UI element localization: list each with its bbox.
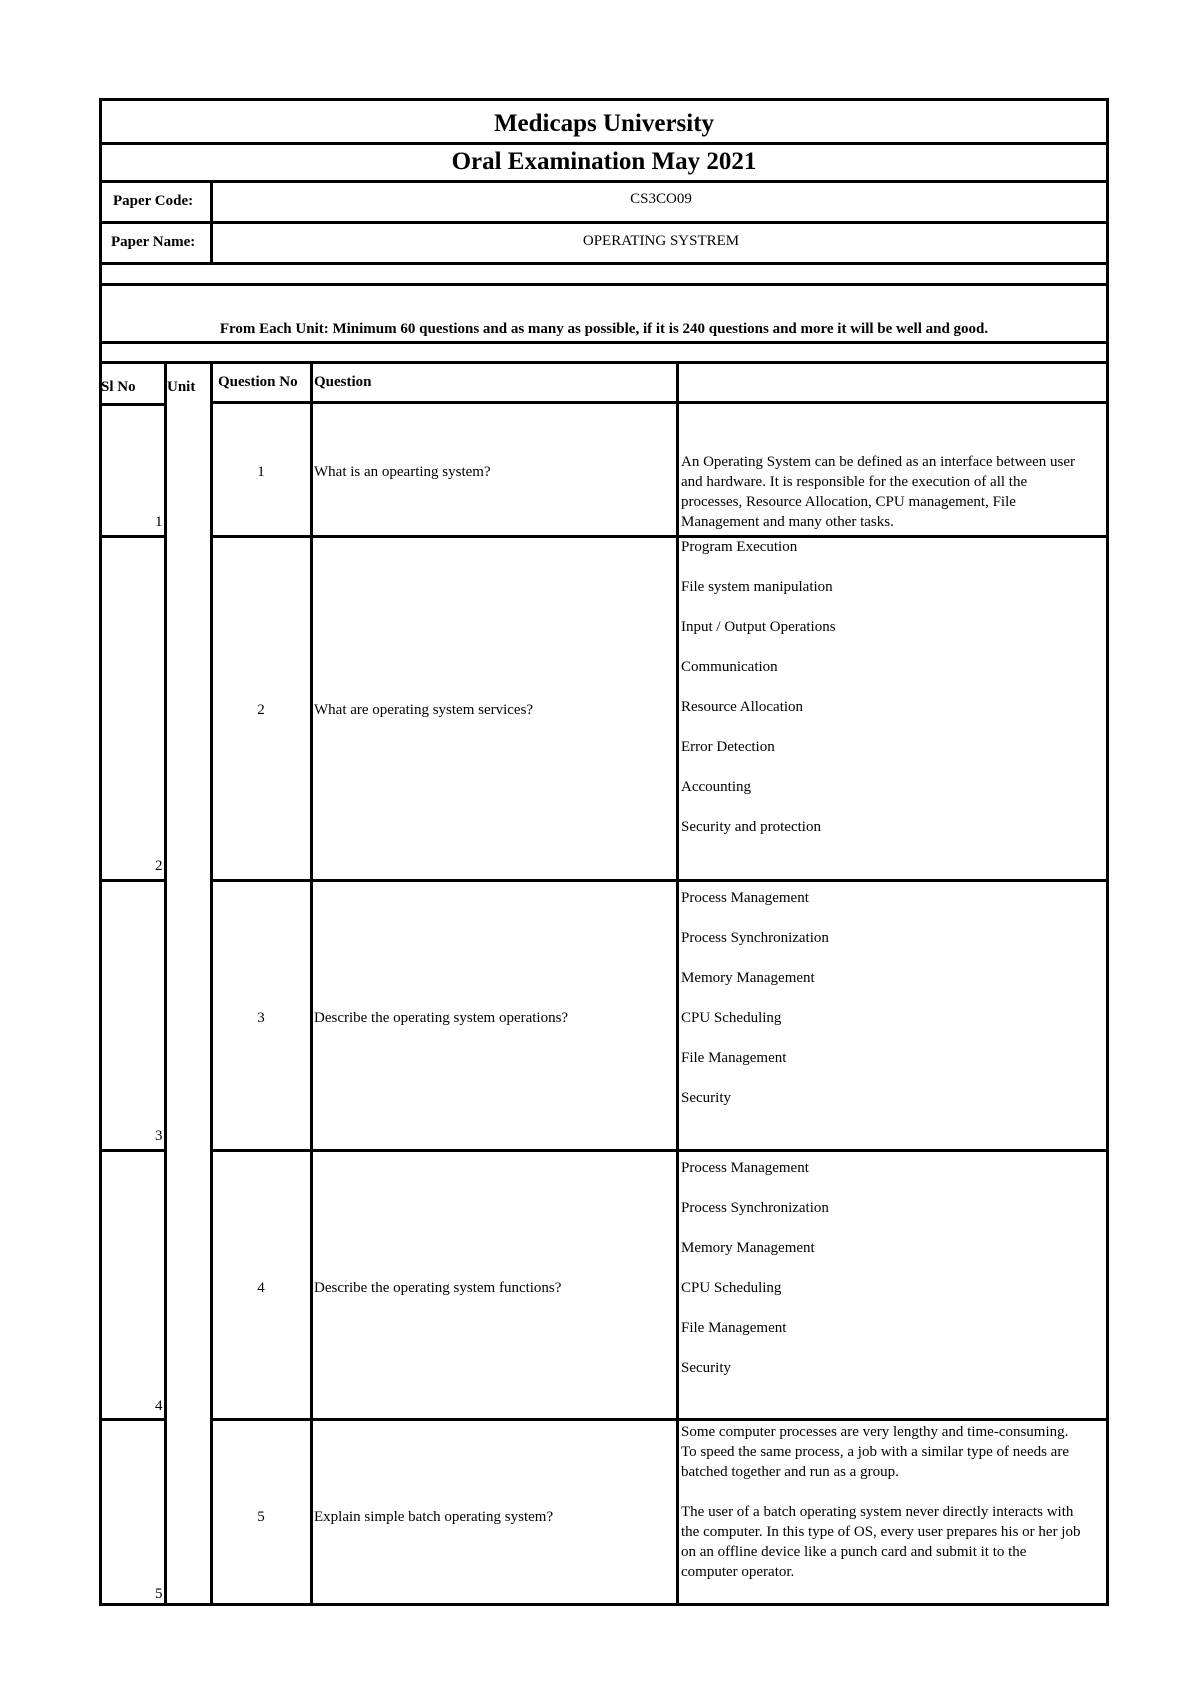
row-question: Describe the operating system functions? [314, 1280, 562, 1296]
answer-line: An Operating System can be defined as an interface between user [681, 454, 1076, 470]
rule [99, 879, 165, 882]
answer-line: processes, Resource Allocation, CPU management, File [681, 494, 1016, 510]
row-question: Explain simple batch operating system? [314, 1509, 554, 1525]
rule [99, 1149, 165, 1152]
exam-title: Oral Examination May 2021 [451, 148, 757, 175]
answer-line: The user of a batch operating system never directly interacts with [681, 1504, 1074, 1520]
rule [211, 535, 1109, 538]
answer-item: Program Execution [681, 539, 798, 555]
answer-line: Management and many other tasks. [681, 514, 894, 530]
answer-item: Process Synchronization [681, 1200, 829, 1216]
rule [99, 283, 1109, 286]
row-question: What are operating system services? [314, 702, 534, 718]
row-question-no: 4 [257, 1280, 265, 1296]
answer-line: the computer. In this type of OS, every user prepares his or her job [681, 1524, 1081, 1540]
row-question-no: 5 [257, 1509, 265, 1525]
rule [211, 879, 1109, 882]
row-sl-no: 3 [155, 1128, 163, 1144]
rule [99, 180, 1109, 183]
col-header-question-no: Question No [218, 374, 298, 390]
answer-item: Error Detection [681, 739, 775, 755]
row-sl-no: 1 [155, 514, 163, 530]
answer-item: File Management [681, 1050, 787, 1066]
paper-name-label: Paper Name: [111, 234, 196, 250]
paper-code-label: Paper Code: [113, 193, 194, 209]
instructions-note: From Each Unit: Minimum 60 questions and as many as possible, if it is 240 questions and more it will be well and good. [219, 321, 989, 337]
answer-line: batched together and run as a group. [681, 1464, 899, 1480]
answer-item: Communication [681, 659, 778, 675]
answer-line: Some computer processes are very lengthy and time-consuming. [681, 1424, 1069, 1440]
answer-line: To speed the same process, a job with a similar type of needs are [681, 1444, 1069, 1460]
rule [211, 1418, 1109, 1421]
rule [99, 221, 1109, 224]
answer-item: Resource Allocation [681, 699, 804, 715]
answer-item: Memory Management [681, 970, 815, 986]
answer-item: CPU Scheduling [681, 1280, 782, 1296]
answer-item: Security and protection [681, 819, 821, 835]
rule [99, 341, 1109, 344]
answer-item: Process Synchronization [681, 930, 829, 946]
col-header-unit: Unit [167, 379, 196, 395]
col-header-sl-no: Sl No [101, 379, 136, 395]
row-question: Describe the operating system operations? [314, 1010, 569, 1026]
rule [211, 401, 1109, 404]
answer-item: Process Management [681, 1160, 809, 1176]
row-sl-no: 4 [155, 1398, 163, 1414]
answer-item: CPU Scheduling [681, 1010, 782, 1026]
answer-item: File Management [681, 1320, 787, 1336]
answer-item: File system manipulation [681, 579, 833, 595]
row-question-no: 2 [257, 702, 265, 718]
col-header-question: Question [314, 374, 372, 390]
rule [99, 1418, 165, 1421]
answer-item: Process Management [681, 890, 809, 906]
row-answer [681, 1422, 1106, 1582]
rule [99, 403, 165, 406]
rule [211, 1149, 1109, 1152]
row-question-no: 3 [257, 1010, 265, 1026]
answer-item: Memory Management [681, 1240, 815, 1256]
answer-item: Security [681, 1090, 731, 1106]
answer-item: Accounting [681, 779, 751, 795]
rule [99, 142, 1109, 145]
answer-line: on an offline device like a punch card and submit it to the [681, 1544, 1027, 1560]
rule [99, 361, 1109, 364]
row-answer [681, 452, 1106, 532]
row-sl-no: 5 [155, 1586, 163, 1602]
row-question-no: 1 [257, 464, 265, 480]
rule [99, 262, 1109, 265]
paper-code-value: CS3CO09 [630, 191, 692, 207]
paper-name-value: OPERATING SYSTREM [582, 233, 740, 249]
row-question: What is an opearting system? [314, 464, 491, 480]
answer-item: Security [681, 1360, 731, 1376]
answer-line: computer operator. [681, 1564, 795, 1580]
answer-item: Input / Output Operations [681, 619, 836, 635]
answer-line: and hardware. It is responsible for the execution of all the [681, 474, 1028, 490]
row-sl-no: 2 [155, 858, 163, 874]
rule [99, 535, 165, 538]
university-title: Medicaps University [493, 110, 715, 137]
